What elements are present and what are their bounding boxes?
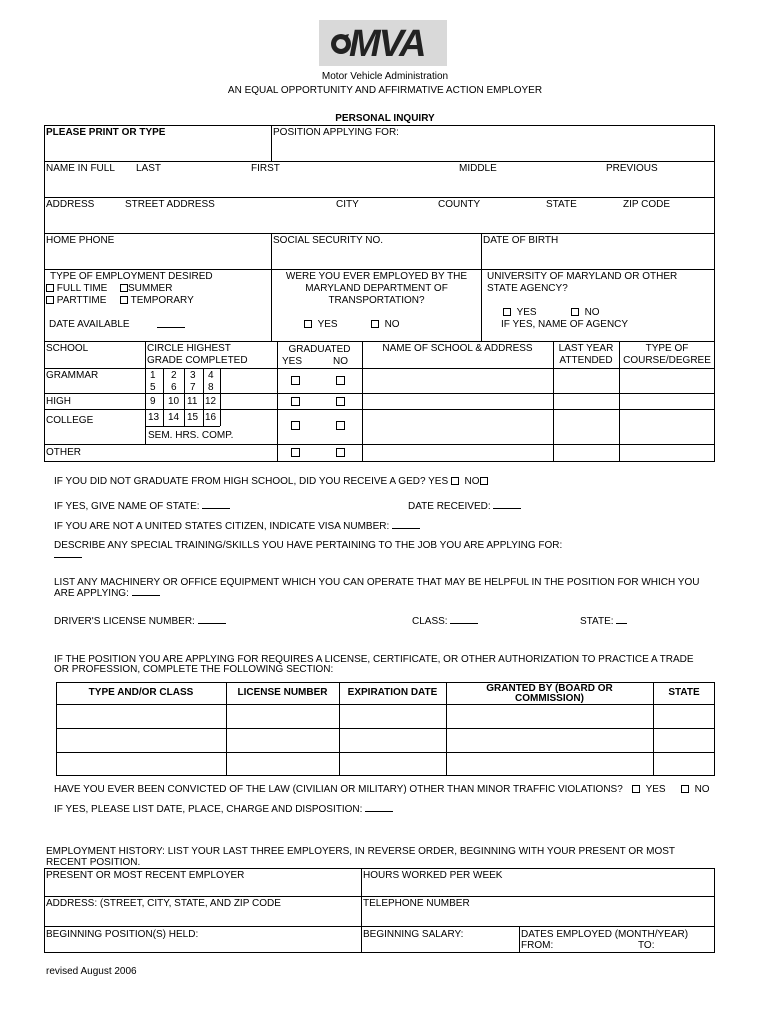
county-label: COUNTY: [438, 199, 481, 210]
conviction-details-question: [54, 803, 393, 815]
grade-cell[interactable]: 10: [168, 396, 180, 407]
license-class-field[interactable]: [450, 615, 478, 624]
other-label: OTHER: [46, 447, 81, 458]
last-year-header-line1: LAST YEAR: [558, 343, 614, 354]
grade-cell[interactable]: 12: [205, 396, 217, 407]
grade-cell[interactable]: 8: [208, 382, 214, 393]
license-class-question: [412, 615, 478, 627]
temporary-checkbox[interactable]: [120, 296, 128, 304]
ged-question-text: IF YOU DID NOT GRADUATE FROM HIGH SCHOOL, DID YOU RECEIVE A GED? YES: [54, 476, 449, 487]
convicted-yes-label: YES: [645, 784, 666, 795]
dates-to-label: TO:: [638, 940, 655, 951]
city-label: CITY: [336, 199, 359, 210]
home-phone-label: HOME PHONE: [46, 235, 115, 246]
full-time-checkbox[interactable]: [46, 284, 54, 292]
training-label: DESCRIBE ANY SPECIAL TRAINING/SKILLS YOU HAVE PERTAINING TO THE JOB YOU ARE APPLYING FOR:: [54, 540, 563, 551]
visa-field[interactable]: [392, 520, 420, 529]
college-graduated-yes-checkbox[interactable]: [291, 421, 300, 430]
part-time-label: PARTTIME: [56, 295, 107, 306]
employer-address-label: ADDRESS: (STREET, CITY, STATE, AND ZIP CODE: [46, 898, 281, 909]
dates-from-label: FROM:: [521, 940, 554, 951]
summer-checkbox[interactable]: [120, 284, 128, 292]
convicted-no-option[interactable]: [681, 784, 710, 795]
revision-note: revised August 2006: [46, 966, 137, 977]
grammar-graduated-no-checkbox[interactable]: [336, 376, 345, 385]
graduated-header: GRADUATED: [288, 344, 351, 355]
umd-yes-label: YES: [516, 307, 537, 318]
employment-history-intro-line1: EMPLOYMENT HISTORY: LIST YOUR LAST THREE EMPLOYERS, IN REVERSE ORDER, BEGINNING WITH YOUR PRESENT OR MOST: [46, 846, 676, 857]
conviction-details-field[interactable]: [365, 803, 393, 812]
ged-state-question: [54, 500, 230, 512]
grade-cell[interactable]: 2: [171, 370, 177, 381]
zip-code-label: ZIP CODE: [623, 199, 671, 210]
drivers-license-label: DRIVER'S LICENSE NUMBER:: [54, 616, 195, 627]
license-state-question: [580, 615, 627, 627]
ssn-label: SOCIAL SECURITY NO.: [273, 235, 384, 246]
grade-cell[interactable]: 15: [187, 412, 199, 423]
recent-employer-label: PRESENT OR MOST RECENT EMPLOYER: [46, 870, 245, 881]
ged-state-field[interactable]: [202, 500, 230, 509]
equal-opportunity-statement: AN EQUAL OPPORTUNITY AND AFFIRMATIVE ACTION EMPLOYER: [227, 85, 543, 96]
high-label: HIGH: [46, 396, 71, 407]
form-title: PERSONAL INQUIRY: [335, 113, 435, 124]
date-available-label: DATE AVAILABLE: [49, 319, 130, 330]
drivers-license-question: [54, 615, 226, 627]
umd-question-line1: UNIVERSITY OF MARYLAND OR OTHER: [487, 271, 678, 282]
grade-cell[interactable]: 1: [150, 370, 156, 381]
granted-by-header-line2: COMMISSION): [515, 693, 584, 704]
temporary-label: TEMPORARY: [130, 295, 194, 306]
license-class-label: CLASS:: [412, 616, 448, 627]
high-graduated-no-checkbox[interactable]: [336, 397, 345, 406]
ged-no-label: NO: [464, 476, 480, 487]
mdot-question-line1: WERE YOU EVER EMPLOYED BY THE: [285, 271, 468, 282]
grade-cell[interactable]: 9: [150, 396, 156, 407]
mdot-question-line2: MARYLAND DEPARTMENT OF: [305, 283, 448, 294]
visa-question: [54, 520, 420, 532]
grade-cell[interactable]: 3: [190, 370, 196, 381]
ged-state-label: IF YES, GIVE NAME OF STATE:: [54, 501, 200, 512]
part-time-checkbox[interactable]: [46, 296, 54, 304]
convicted-yes-option[interactable]: [632, 784, 666, 795]
state-label: STATE: [546, 199, 577, 210]
name-in-full-label: NAME IN FULL: [46, 163, 115, 174]
machinery-label-line2: ARE APPLYING:: [54, 588, 129, 599]
first-name-label: FIRST: [251, 163, 280, 174]
umd-yes-checkbox[interactable]: [503, 308, 511, 316]
convicted-no-checkbox[interactable]: [681, 785, 689, 793]
date-available-field[interactable]: [157, 319, 185, 331]
other-graduated-yes-checkbox[interactable]: [291, 448, 300, 457]
mva-logo: [319, 20, 447, 66]
expiration-date-header: EXPIRATION DATE: [347, 687, 438, 698]
visa-label: IF YOU ARE NOT A UNITED STATES CITIZEN, INDICATE VISA NUMBER:: [54, 521, 390, 532]
mdot-no-option[interactable]: [371, 319, 400, 330]
granted-by-header-line1: GRANTED BY (BOARD OR: [486, 683, 613, 694]
dob-label: DATE OF BIRTH: [483, 235, 559, 246]
license-number-header: LICENSE NUMBER: [237, 687, 328, 698]
full-time-label: FULL TIME: [56, 283, 108, 294]
convicted-no-label: NO: [694, 784, 710, 795]
grade-header-line2: GRADE COMPLETED: [147, 355, 248, 366]
agency-name: Motor Vehicle Administration: [321, 71, 449, 82]
middle-name-label: MIDDLE: [459, 163, 497, 174]
mdot-no-label: NO: [384, 319, 400, 330]
mdot-yes-option[interactable]: [304, 319, 338, 330]
college-label: COLLEGE: [46, 415, 94, 426]
ged-yes-checkbox[interactable]: [451, 477, 459, 485]
license-state-label: STATE:: [580, 616, 614, 627]
summer-label: SUMMER: [128, 283, 173, 294]
employer-telephone-label: TELEPHONE NUMBER: [363, 898, 470, 909]
grade-cell[interactable]: 5: [150, 382, 156, 393]
grammar-label: GRAMMAR: [46, 370, 99, 381]
school-header: SCHOOL: [46, 343, 89, 354]
dates-employed-label: DATES EMPLOYED (MONTH/YEAR): [521, 929, 689, 940]
print-instruction: PLEASE PRINT OR TYPE: [46, 127, 166, 138]
summer-option[interactable]: [120, 283, 172, 294]
date-received-field[interactable]: [493, 500, 521, 509]
grade-cell[interactable]: 14: [168, 412, 180, 423]
umd-yes-option[interactable]: [503, 307, 537, 318]
temporary-option[interactable]: [120, 295, 194, 306]
previous-name-label: PREVIOUS: [606, 163, 658, 174]
street-address-label: STREET ADDRESS: [125, 199, 215, 210]
training-field[interactable]: [54, 549, 82, 561]
license-type-header: TYPE AND/OR CLASS: [88, 687, 194, 698]
grade-cell[interactable]: 13: [148, 412, 160, 423]
mdot-yes-checkbox[interactable]: [304, 320, 312, 328]
address-label: ADDRESS: [46, 199, 95, 210]
last-year-header-line2: ATTENDED: [559, 355, 613, 366]
umd-no-checkbox[interactable]: [571, 308, 579, 316]
graduated-yes-header: YES: [282, 356, 303, 367]
grade-cell[interactable]: 7: [190, 382, 196, 393]
semester-hours-label: SEM. HRS. COMP.: [148, 430, 234, 441]
convicted-yes-checkbox[interactable]: [632, 785, 640, 793]
other-graduated-no-checkbox[interactable]: [336, 448, 345, 457]
employment-history-intro-line2: RECENT POSITION.: [46, 857, 141, 868]
hours-worked-label: HOURS WORKED PER WEEK: [363, 870, 503, 881]
license-intro-line2: OR PROFESSION, COMPLETE THE FOLLOWING SECTION:: [54, 664, 334, 675]
school-name-header: NAME OF SCHOOL & ADDRESS: [382, 343, 533, 354]
beginning-salary-label: BEGINNING SALARY:: [363, 929, 464, 940]
part-time-option[interactable]: [46, 295, 106, 306]
grade-cell[interactable]: 4: [208, 370, 214, 381]
graduated-no-header: NO: [333, 356, 348, 367]
conviction-details-label: IF YES, PLEASE LIST DATE, PLACE, CHARGE AND DISPOSITION:: [54, 804, 363, 815]
mdot-yes-label: YES: [317, 319, 338, 330]
last-name-label: LAST: [136, 163, 162, 174]
convicted-question: HAVE YOU EVER BEEN CONVICTED OF THE LAW (CIVILIAN OR MILITARY) OTHER THAN MINOR TRAFFIC VIOLATIONS?: [54, 784, 623, 795]
grammar-graduated-yes-checkbox[interactable]: [291, 376, 300, 385]
position-applying-label: POSITION APPLYING FOR:: [273, 127, 399, 138]
license-state-header: STATE: [668, 687, 700, 698]
machinery-question: [54, 587, 160, 599]
license-intro-line1: IF THE POSITION YOU ARE APPLYING FOR REQUIRES A LICENSE, CERTIFICATE, OR OTHER AUTHORIZATION TO PRACTICE A TRADE: [54, 654, 694, 665]
course-header-line2: COURSE/DEGREE: [623, 355, 711, 366]
full-time-option[interactable]: [46, 283, 107, 294]
high-graduated-yes-checkbox[interactable]: [291, 397, 300, 406]
grade-header-line1: CIRCLE HIGHEST: [147, 343, 231, 354]
umd-no-option[interactable]: [571, 307, 600, 318]
course-header-line1: TYPE OF: [645, 343, 689, 354]
employment-type-title: TYPE OF EMPLOYMENT DESIRED: [50, 271, 213, 282]
machinery-label-line1: LIST ANY MACHINERY OR OFFICE EQUIPMENT WHICH YOU CAN OPERATE THAT MAY BE HELPFUL IN THE POSITION FOR WHICH YOU: [54, 577, 700, 588]
grade-cell[interactable]: 16: [205, 412, 217, 423]
mdot-no-checkbox[interactable]: [371, 320, 379, 328]
ged-question: [54, 476, 488, 487]
date-received-question: [408, 500, 521, 512]
machinery-field[interactable]: [132, 587, 160, 596]
umd-question-line2: STATE AGENCY?: [487, 283, 568, 294]
ged-no-checkbox[interactable]: [480, 477, 488, 485]
logo-text: MVA: [349, 23, 425, 65]
license-state-field[interactable]: [616, 615, 627, 624]
grade-cell[interactable]: 6: [171, 382, 177, 393]
umd-agency-label: IF YES, NAME OF AGENCY: [501, 319, 629, 330]
drivers-license-field[interactable]: [198, 615, 226, 624]
grade-cell[interactable]: 11: [187, 396, 198, 407]
beginning-position-label: BEGINNING POSITION(S) HELD:: [46, 929, 199, 940]
mdot-question-line3: TRANSPORTATION?: [328, 295, 425, 306]
date-received-label: DATE RECEIVED:: [408, 501, 491, 512]
college-graduated-no-checkbox[interactable]: [336, 421, 345, 430]
umd-no-label: NO: [584, 307, 600, 318]
